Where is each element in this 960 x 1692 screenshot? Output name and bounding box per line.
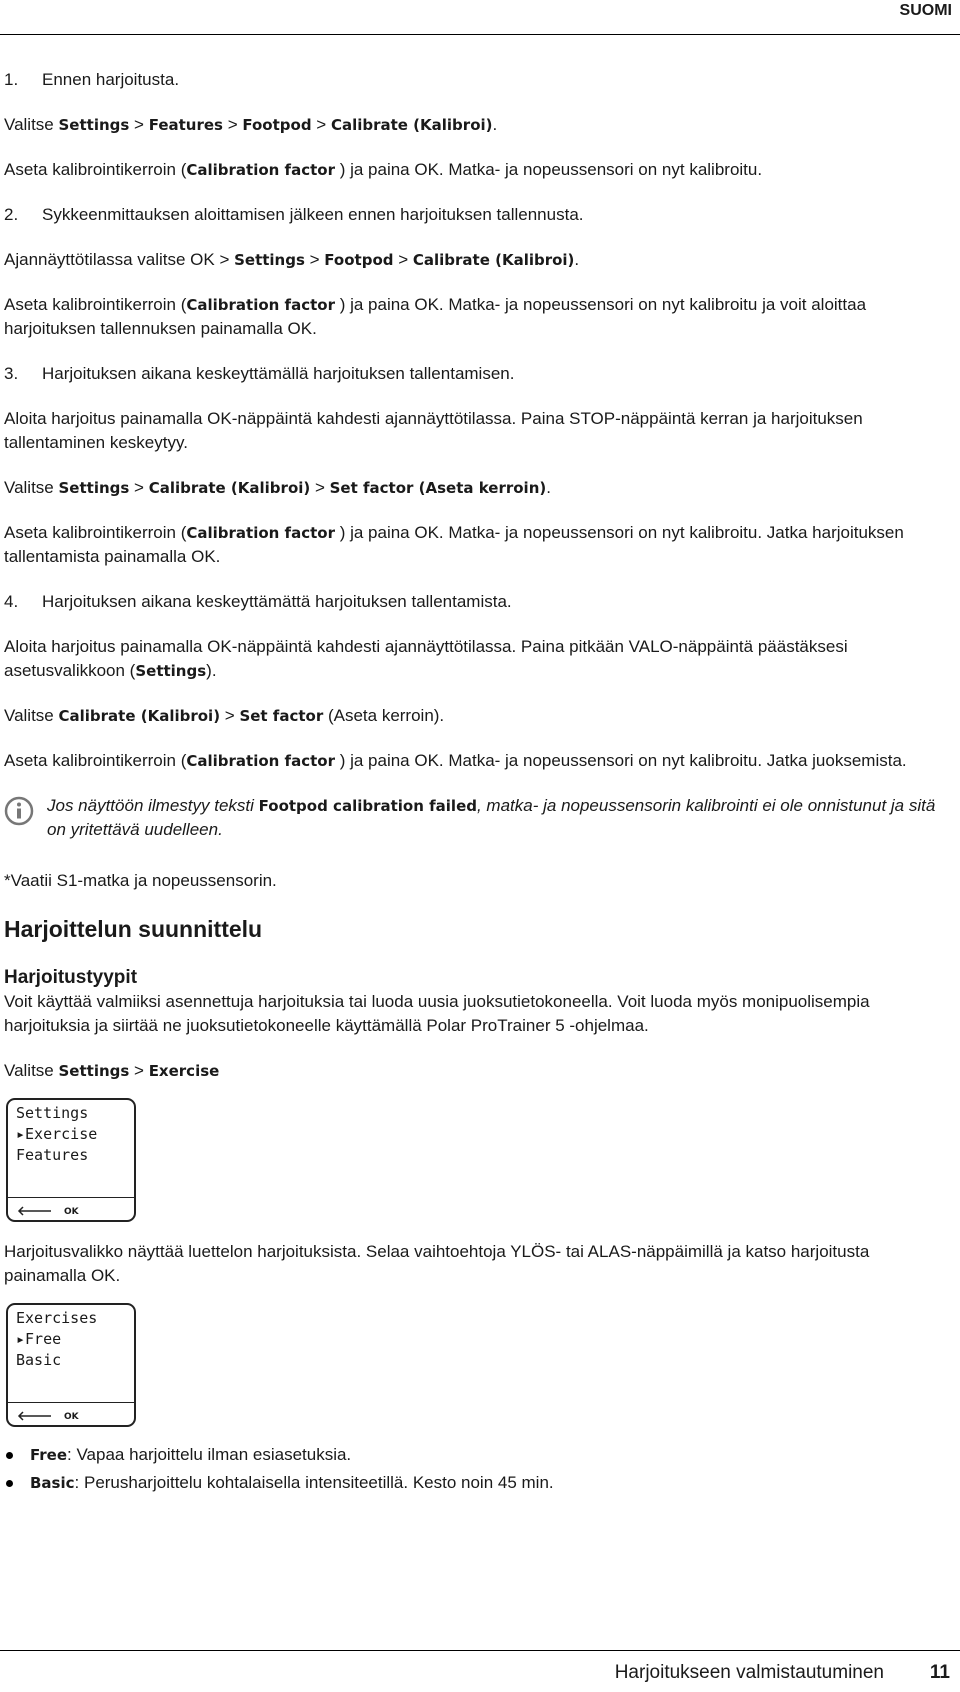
calibration-text bbox=[4, 293, 944, 341]
calibration-text bbox=[4, 158, 944, 182]
path-prefix: Ajannäyttötilassa valitse OK > bbox=[4, 250, 235, 269]
step-heading bbox=[4, 362, 944, 386]
menu-term: Basic bbox=[30, 1474, 75, 1492]
subsection-title: Harjoitustyypit bbox=[4, 967, 138, 988]
menu-term: Calibration factor bbox=[186, 524, 335, 542]
menu-term: Calibration factor bbox=[186, 161, 335, 179]
screen-softkeys bbox=[8, 1402, 134, 1425]
list-item-text: : Vapaa harjoittelu ilman esiasetuksia. bbox=[67, 1445, 352, 1464]
path-item: Settings bbox=[58, 116, 130, 134]
text-fragment: ). bbox=[206, 661, 217, 680]
footer-rule bbox=[0, 1650, 960, 1651]
section-title: Harjoittelun suunnittelu bbox=[4, 916, 263, 942]
bullet-icon bbox=[6, 1452, 13, 1459]
text-fragment: Aseta kalibrointikerroin ( bbox=[4, 295, 187, 314]
text-fragment: Aloita harjoitus painamalla OK-näppäintä kahdesti ajannäyttötilassa. Paina pitkään VALO-näppäintä päästäksesi asetusvalikkoon ( bbox=[4, 637, 848, 680]
watch-screen-exercises bbox=[6, 1303, 136, 1427]
watch-screen-settings bbox=[6, 1098, 136, 1222]
text-fragment: ) ja paina OK. Matka- ja nopeussensori on nyt kalibroitu. Jatka juoksemista. bbox=[334, 751, 907, 770]
step-number: 4. bbox=[4, 592, 19, 611]
screen-softkeys bbox=[8, 1197, 134, 1220]
text-fragment: Aseta kalibrointikerroin ( bbox=[4, 751, 187, 770]
menu-term: Free bbox=[30, 1446, 68, 1464]
path-item: Calibrate (Kalibroi) bbox=[148, 479, 311, 497]
bullet-icon bbox=[6, 1480, 13, 1487]
path-item: Features bbox=[148, 116, 223, 134]
path-separator: > bbox=[310, 478, 330, 497]
path-suffix: . bbox=[574, 250, 580, 269]
footer-chapter-title: Harjoitukseen valmistautuminen bbox=[614, 1662, 884, 1683]
path-separator: > bbox=[222, 115, 243, 134]
page-number: 11 bbox=[929, 1662, 950, 1683]
path-item: Exercise bbox=[148, 1062, 220, 1080]
path-item: Footpod bbox=[324, 251, 394, 269]
path-suffix: . bbox=[492, 115, 498, 134]
screen-line: ▸Exercise bbox=[16, 1125, 98, 1143]
path-separator: > bbox=[129, 478, 149, 497]
screen-line: ▸Free bbox=[16, 1330, 62, 1348]
path-suffix: (Aseta kerroin). bbox=[323, 706, 445, 725]
menu-path bbox=[4, 113, 944, 137]
path-separator: > bbox=[220, 706, 240, 725]
ok-softkey-label: OK bbox=[64, 1412, 79, 1422]
language-label: SUOMI bbox=[899, 2, 952, 19]
menu-term: Settings bbox=[135, 662, 207, 680]
menu-term: Calibration factor bbox=[186, 296, 335, 314]
list-item bbox=[4, 1469, 944, 1497]
step-heading bbox=[4, 68, 944, 92]
path-item: Calibrate (Kalibroi) bbox=[412, 251, 575, 269]
step-heading-text: Harjoituksen aikana keskeyttämällä harjoituksen tallentamisen. bbox=[42, 364, 515, 383]
text-fragment: Aseta kalibrointikerroin ( bbox=[4, 160, 187, 179]
menu-term: Calibration factor bbox=[186, 752, 335, 770]
path-separator: > bbox=[393, 250, 413, 269]
path-prefix: Valitse bbox=[4, 706, 59, 725]
note-text bbox=[47, 794, 944, 842]
text-fragment: ) ja paina OK. Matka- ja nopeussensori on nyt kalibroitu. bbox=[334, 160, 763, 179]
path-item: Set factor (Aseta kerroin) bbox=[329, 479, 547, 497]
text-fragment: , matka- ja nopeussensorin kalibrointi ei ole onnistunut ja sitä on yritettävä uudelleen. bbox=[47, 796, 936, 839]
screen-line: Basic bbox=[16, 1351, 62, 1369]
text-fragment: Aseta kalibrointikerroin ( bbox=[4, 523, 187, 542]
instruction-text bbox=[4, 635, 944, 683]
ok-softkey-label: OK bbox=[64, 1207, 79, 1217]
step-number: 1. bbox=[4, 70, 19, 89]
path-prefix: Valitse bbox=[4, 115, 59, 134]
step-number: 3. bbox=[4, 364, 19, 383]
page-header bbox=[0, 0, 960, 36]
step-number: 2. bbox=[4, 205, 19, 224]
path-item: Set factor bbox=[239, 707, 324, 725]
path-item: Calibrate (Kalibroi) bbox=[330, 116, 493, 134]
path-item: Calibrate (Kalibroi) bbox=[58, 707, 221, 725]
page-content bbox=[4, 68, 944, 1497]
back-arrow-icon bbox=[16, 1411, 52, 1421]
path-prefix: Valitse bbox=[4, 1061, 59, 1080]
header-rule bbox=[0, 34, 960, 35]
menu-term: Footpod calibration failed bbox=[258, 797, 477, 815]
screen-line: Exercises bbox=[16, 1309, 98, 1327]
path-separator: > bbox=[304, 250, 325, 269]
info-icon bbox=[4, 796, 34, 826]
instruction-text: Aloita harjoitus painamalla OK-näppäintä kahdesti ajannäyttötilassa. Paina STOP-näppäintä kerran ja harjoituksen tallentaminen keskeytyy. bbox=[4, 409, 863, 452]
text-fragment: ) ja paina OK. Matka- ja nopeussensori on nyt kalibroitu ja voit aloittaa harjoituksen tallennuksen painamalla OK. bbox=[4, 295, 867, 338]
path-prefix: Valitse bbox=[4, 478, 59, 497]
menu-path bbox=[4, 476, 944, 500]
path-separator: > bbox=[311, 115, 331, 134]
section-intro: Voit käyttää valmiiksi asennettuja harjoituksia tai luoda uusia juoksutietokoneella. Voit luoda myös monipuolisempia harjoituksia ja siirtää ne juoksutietokoneelle käyttämällä Polar ProTrainer 5 -ohjelmaa. bbox=[4, 992, 870, 1035]
calibration-text bbox=[4, 521, 944, 569]
step-heading bbox=[4, 203, 944, 227]
path-separator: > bbox=[129, 1061, 149, 1080]
list-item bbox=[4, 1441, 944, 1469]
step-heading-text: Harjoituksen aikana keskeyttämättä harjoituksen tallentamista. bbox=[42, 592, 512, 611]
info-note bbox=[4, 794, 944, 842]
screen-line: Features bbox=[16, 1146, 89, 1164]
menu-description: Harjoitusvalikko näyttää luettelon harjoituksista. Selaa vaihtoehtoja YLÖS- tai ALAS-näppäimillä ja katso harjoitusta painamalla OK. bbox=[4, 1242, 870, 1285]
text-fragment: Jos näyttöön ilmestyy teksti bbox=[47, 796, 259, 815]
menu-path bbox=[4, 248, 944, 272]
path-item: Settings bbox=[234, 251, 305, 269]
back-arrow-icon bbox=[16, 1206, 52, 1216]
path-item: Footpod bbox=[242, 116, 312, 134]
text-fragment: ) ja paina OK. Matka- ja nopeussensori on nyt kalibroitu. Jatka harjoituksen tallentamista painamalla OK. bbox=[4, 523, 904, 566]
screen-line: Settings bbox=[16, 1104, 89, 1122]
step-heading-text: Ennen harjoitusta. bbox=[42, 70, 180, 89]
page-footer bbox=[0, 1650, 960, 1692]
menu-path bbox=[4, 1059, 944, 1083]
menu-path bbox=[4, 704, 944, 728]
calibration-text bbox=[4, 749, 944, 773]
path-item: Settings bbox=[58, 479, 130, 497]
path-item: Settings bbox=[58, 1062, 130, 1080]
list-item-text: : Perusharjoittelu kohtalaisella intensiteetillä. Kesto noin 45 min. bbox=[74, 1473, 554, 1492]
footnote: *Vaatii S1-matka ja nopeussensorin. bbox=[4, 871, 277, 890]
step-heading-text: Sykkeenmittauksen aloittamisen jälkeen ennen harjoituksen tallennusta. bbox=[42, 205, 584, 224]
path-suffix: . bbox=[546, 478, 551, 497]
exercise-type-list bbox=[4, 1441, 944, 1497]
path-separator: > bbox=[129, 115, 149, 134]
step-heading bbox=[4, 590, 944, 614]
